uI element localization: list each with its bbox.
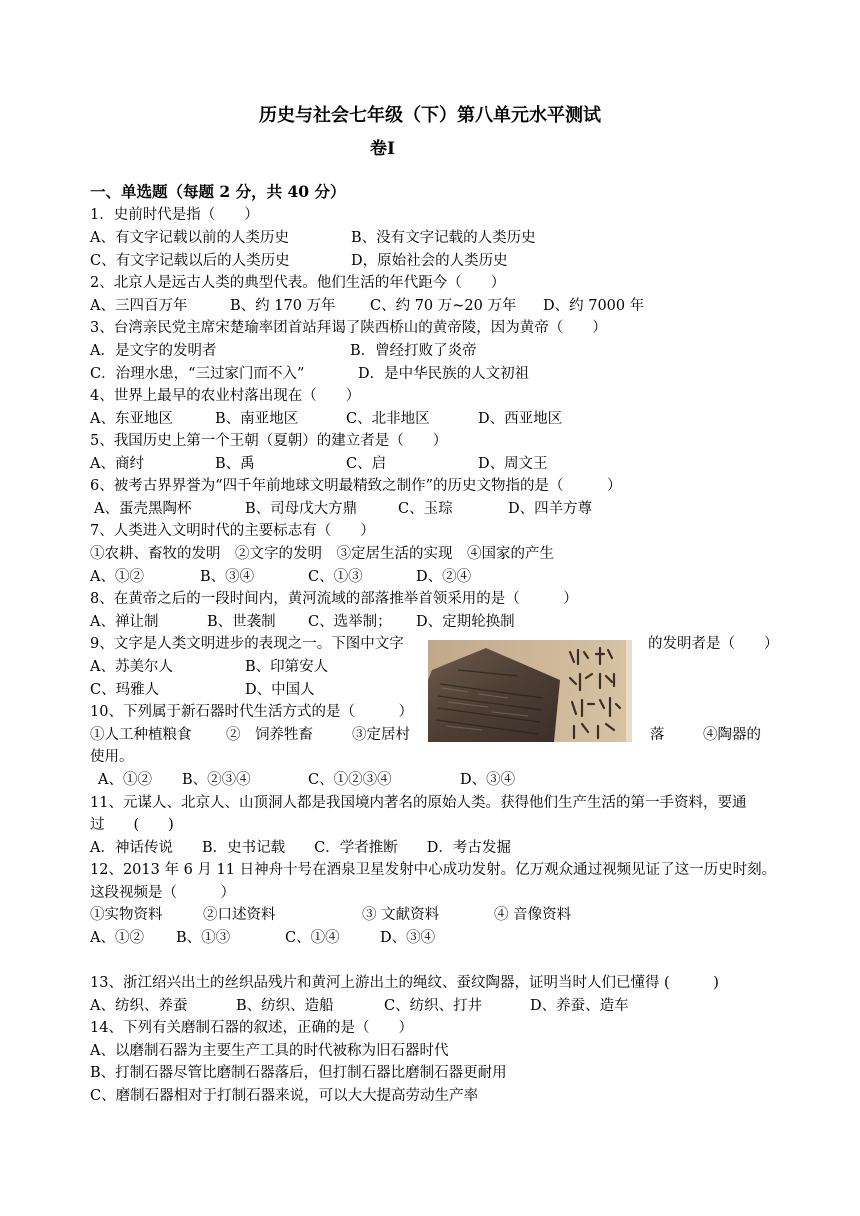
option-4d: D、西亚地区 [478, 411, 563, 427]
question-11-cont: 过 ( ) [90, 817, 174, 833]
statement-12-3: ③ 文献资料 [362, 907, 440, 923]
option-12d: D、③④ [380, 930, 436, 946]
option-1b: B、没有文字记载的人类历史 [351, 230, 536, 246]
option-10b: B、②③④ [182, 772, 251, 788]
option-12a: A、①② [90, 930, 144, 946]
option-3a: A．是文字的发明者 [90, 343, 217, 359]
option-10a: A、①② [98, 772, 152, 788]
option-4a: A、东亚地区 [90, 411, 173, 427]
option-5b: B、禹 [215, 456, 255, 472]
option-6a: A、蛋壳黑陶杯 [94, 501, 192, 517]
option-2d: D、约 7000 年 [543, 298, 645, 314]
section-heading: 一、单选题（每题 2 分，共 40 分） [90, 182, 346, 201]
question-10: 10、下列属于新石器时代生活方式的是（ ） [90, 704, 413, 720]
statement-10-3: ③定居村 [352, 727, 410, 743]
volume-label: 卷Ⅰ [370, 139, 395, 159]
option-5c: C、启 [346, 456, 387, 472]
statement-10-1: ①人工种植粮食 [90, 727, 192, 743]
question-9-end: 的发明者是（ ） [648, 636, 779, 652]
statement-10-3-end: 落 [650, 727, 665, 743]
statement-12-2: ②口述资料 [203, 907, 276, 923]
statement-10-4: ④陶器的 [703, 727, 761, 743]
option-13a: A、纺织、养蚕 [90, 998, 188, 1014]
option-7d: D、②④ [416, 569, 472, 585]
statement-10-4-end: 使用。 [90, 749, 134, 765]
option-13d: D、养蚕、造车 [530, 998, 629, 1014]
option-14c: C、磨制石器相对于打制石器来说，可以大大提高劳动生产率 [90, 1088, 479, 1104]
question-8: 8、在黄帝之后的一段时间内，黄河流域的部落推举首领采用的是（ ） [90, 591, 578, 607]
option-6c: C、玉琮 [398, 501, 453, 517]
question-14: 14、下列有关磨制石器的叙述，正确的是（ ） [90, 1020, 413, 1036]
option-12c: C、①④ [285, 930, 340, 946]
option-10d: D、③④ [460, 772, 516, 788]
statement-12-1: ①实物资料 [90, 907, 163, 923]
question-1: 1．史前时代是指（ ） [90, 207, 259, 223]
option-3d: D．是中华民族的人文初祖 [358, 366, 530, 382]
option-13b: B、纺织、造船 [236, 998, 334, 1014]
option-6b: B、司母戊大方鼎 [245, 501, 358, 517]
question-13: 13、浙江绍兴出土的丝织品残片和黄河上游出土的绳纹、蚕纹陶器，证明当时人们已懂得 ( ) [90, 975, 719, 991]
option-7b: B、③④ [200, 569, 255, 585]
option-2c: C、约 70 万~20 万年 [370, 298, 517, 314]
question-12-cont: 这段视频是（ ） [90, 885, 235, 901]
option-1c: C、有文字记载以后的人类历史 [90, 253, 290, 269]
option-12b: B、①③ [176, 930, 231, 946]
option-7a: A、①② [90, 569, 144, 585]
exam-title: 历史与社会七年级（下）第八单元水平测试 [259, 105, 601, 126]
option-8b: B、世袭制 [207, 614, 276, 630]
option-4c: C、北非地区 [346, 411, 430, 427]
question-5: 5、我国历史上第一个王朝（夏朝）的建立者是（ ） [90, 433, 448, 449]
options-11: A．神话传说 B．史书记载 C．学者推断 D．考古发掘 [90, 840, 511, 856]
option-10c: C、①②③④ [308, 772, 392, 788]
option-9c: C、玛雅人 [90, 682, 160, 698]
statements-7: ①农耕、畜牧的发明 ②文字的发明 ③定居生活的实现 ④国家的产生 [90, 546, 554, 562]
question-4: 4、世界上最早的农业村落出现在（ ） [90, 388, 361, 404]
question-2: 2、北京人是远古人类的典型代表。他们生活的年代距今（ ） [90, 275, 506, 291]
option-9b: B、印第安人 [245, 659, 329, 675]
option-3c: C．治理水患，“三过家门而不入” [90, 366, 305, 382]
option-5a: A、商纣 [90, 456, 144, 472]
option-6d: D、四羊方尊 [508, 501, 593, 517]
option-2b: B、约 170 万年 [230, 298, 336, 314]
option-9a: A、苏美尔人 [90, 659, 173, 675]
option-2a: A、三四百万年 [90, 298, 188, 314]
question-11: 11、元谋人、北京人、山顶洞人都是我国境内著名的原始人类。获得他们生产生活的第一手资料，要通 [90, 795, 747, 811]
option-4b: B、南亚地区 [215, 411, 299, 427]
option-1d: D，原始社会的人类历史 [351, 253, 508, 269]
question-9: 9、文字是人类文明进步的表现之一。下图中文字 [90, 636, 404, 652]
question-6: 6、被考古界界誉为“四千年前地球文明最精致之制作”的历史文物指的是（ ） [90, 478, 622, 494]
option-8a: A、禅让制 [90, 614, 159, 630]
option-9d: D、中国人 [245, 682, 315, 698]
option-13c: C、纺织、打井 [384, 998, 483, 1014]
statement-12-4: ④ 音像资料 [494, 907, 572, 923]
option-8d: D、定期轮换制 [416, 614, 515, 630]
question-12: 12、2013 年 6 月 11 日神舟十号在酒泉卫星发射中心成功发射。亿万观众通过视频见证了这一历史时刻。 [90, 862, 777, 878]
option-14b: B、打制石器尽管比磨制石器落后，但打制石器比磨制石器更耐用 [90, 1065, 507, 1081]
option-3b: B．曾经打败了炎帝 [350, 343, 477, 359]
option-8c: C、选举制； [308, 614, 392, 630]
statement-10-2: ② 饲养牲畜 [226, 727, 313, 743]
option-7c: C、①③ [308, 569, 363, 585]
cuneiform-tablet-image [428, 640, 632, 742]
option-1a: A、有文字记载以前的人类历史 [90, 230, 289, 246]
option-5d: D、周文王 [478, 456, 548, 472]
question-3: 3、台湾亲民党主席宋楚瑜率团首站拜谒了陕西桥山的黄帝陵，因为黄帝（ ） [90, 320, 607, 336]
option-14a: A、以磨制石器为主要生产工具的时代被称为旧石器时代 [90, 1043, 449, 1059]
question-7: 7、人类进入文明时代的主要标志有（ ） [90, 523, 375, 539]
